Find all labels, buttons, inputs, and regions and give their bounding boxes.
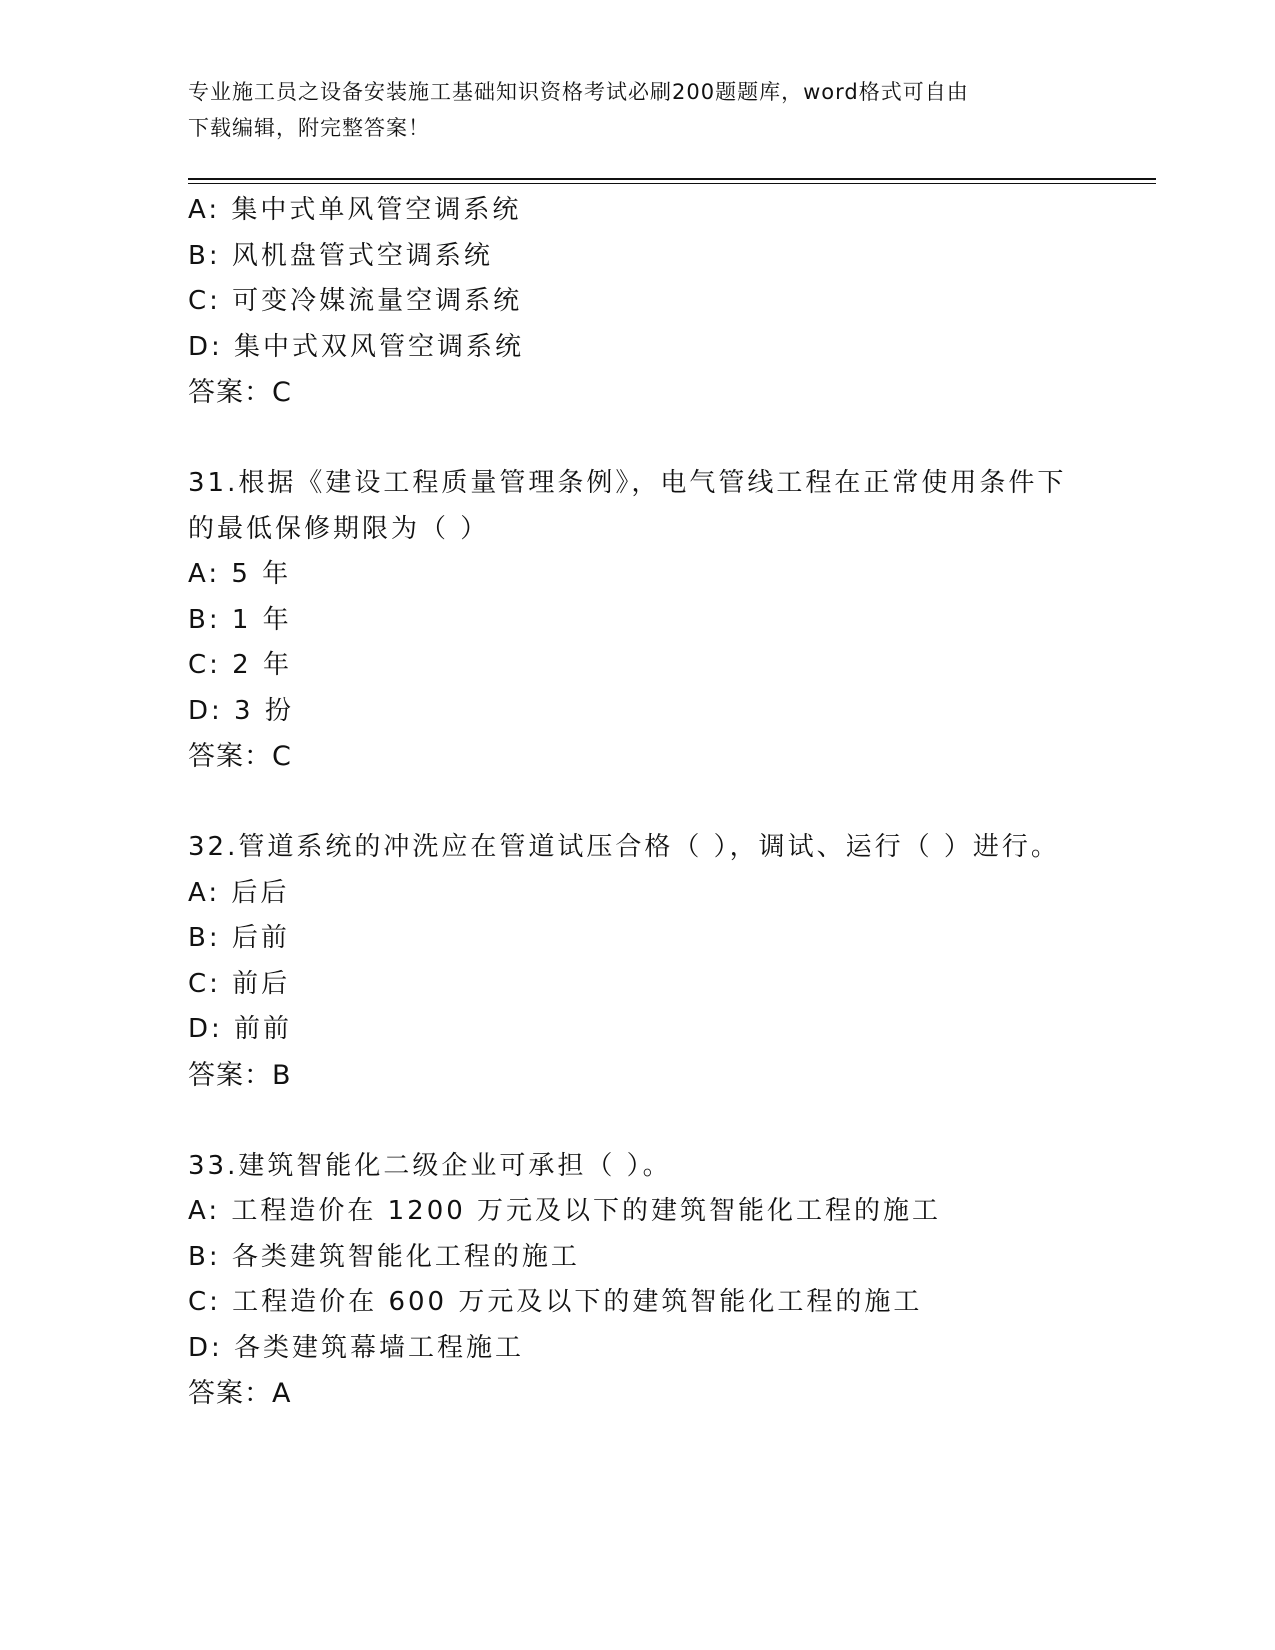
option-b: B: 各类建筑智能化工程的施工	[188, 1241, 580, 1272]
answer-line: 答案：C	[188, 377, 292, 408]
question-33	[188, 1144, 1138, 1417]
option-d: D: 各类建筑幕墙工程施工	[188, 1332, 525, 1363]
option-b: B: 后前	[188, 923, 290, 953]
question-31	[188, 461, 1138, 780]
option-b: B: 风机盘管式空调系统	[188, 240, 493, 271]
question-stem: 33.建筑智能化二级企业可承担（ ）。	[188, 1150, 672, 1181]
option-a: A: 后后	[188, 877, 290, 908]
header-line-1: 专业施工员之设备安装施工基础知识资格考试必刷200题题库，word格式可自由	[188, 80, 969, 104]
header-rule-thick	[188, 178, 1156, 180]
option-d: D: 3 扮	[188, 695, 294, 726]
option-c: C: 工程造价在 600 万元及以下的建筑智能化工程的施工	[188, 1287, 923, 1317]
answer-line: 答案：B	[188, 1059, 292, 1091]
option-b: B: 1 年	[188, 604, 292, 635]
header-rule-thin	[188, 183, 1156, 184]
option-a: A: 5 年	[188, 559, 292, 589]
question-stem: 32.管道系统的冲洗应在管道试压合格（ ），调试、运行（ ）进行。	[188, 832, 1060, 862]
option-a: A: 工程造价在 1200 万元及以下的建筑智能化工程的施工	[188, 1196, 942, 1226]
option-c: C: 前后	[188, 968, 291, 999]
question-stem-continued: 的最低保修期限为（ ）	[188, 513, 490, 544]
spacer	[188, 780, 1138, 826]
spacer	[188, 1098, 1138, 1144]
question-stem: 31.根据《建设工程质量管理条例》，电气管线工程在正常使用条件下	[188, 468, 1067, 498]
option-c: C: 可变冷媒流量空调系统	[188, 286, 523, 316]
question-32	[188, 825, 1138, 1098]
header-line-2: 下载编辑，附完整答案！	[188, 116, 430, 140]
option-c: C: 2 年	[188, 650, 292, 680]
answer-line: 答案：C	[188, 741, 292, 772]
answer-line: 答案：A	[188, 1378, 292, 1409]
option-d: D: 前前	[188, 1014, 293, 1044]
spacer	[188, 416, 1138, 462]
question-30	[188, 188, 1138, 416]
question-list	[188, 188, 1138, 1417]
document-header	[188, 74, 1088, 146]
option-d: D: 集中式双风管空调系统	[188, 331, 525, 362]
option-a: A: 集中式单风管空调系统	[188, 195, 522, 225]
